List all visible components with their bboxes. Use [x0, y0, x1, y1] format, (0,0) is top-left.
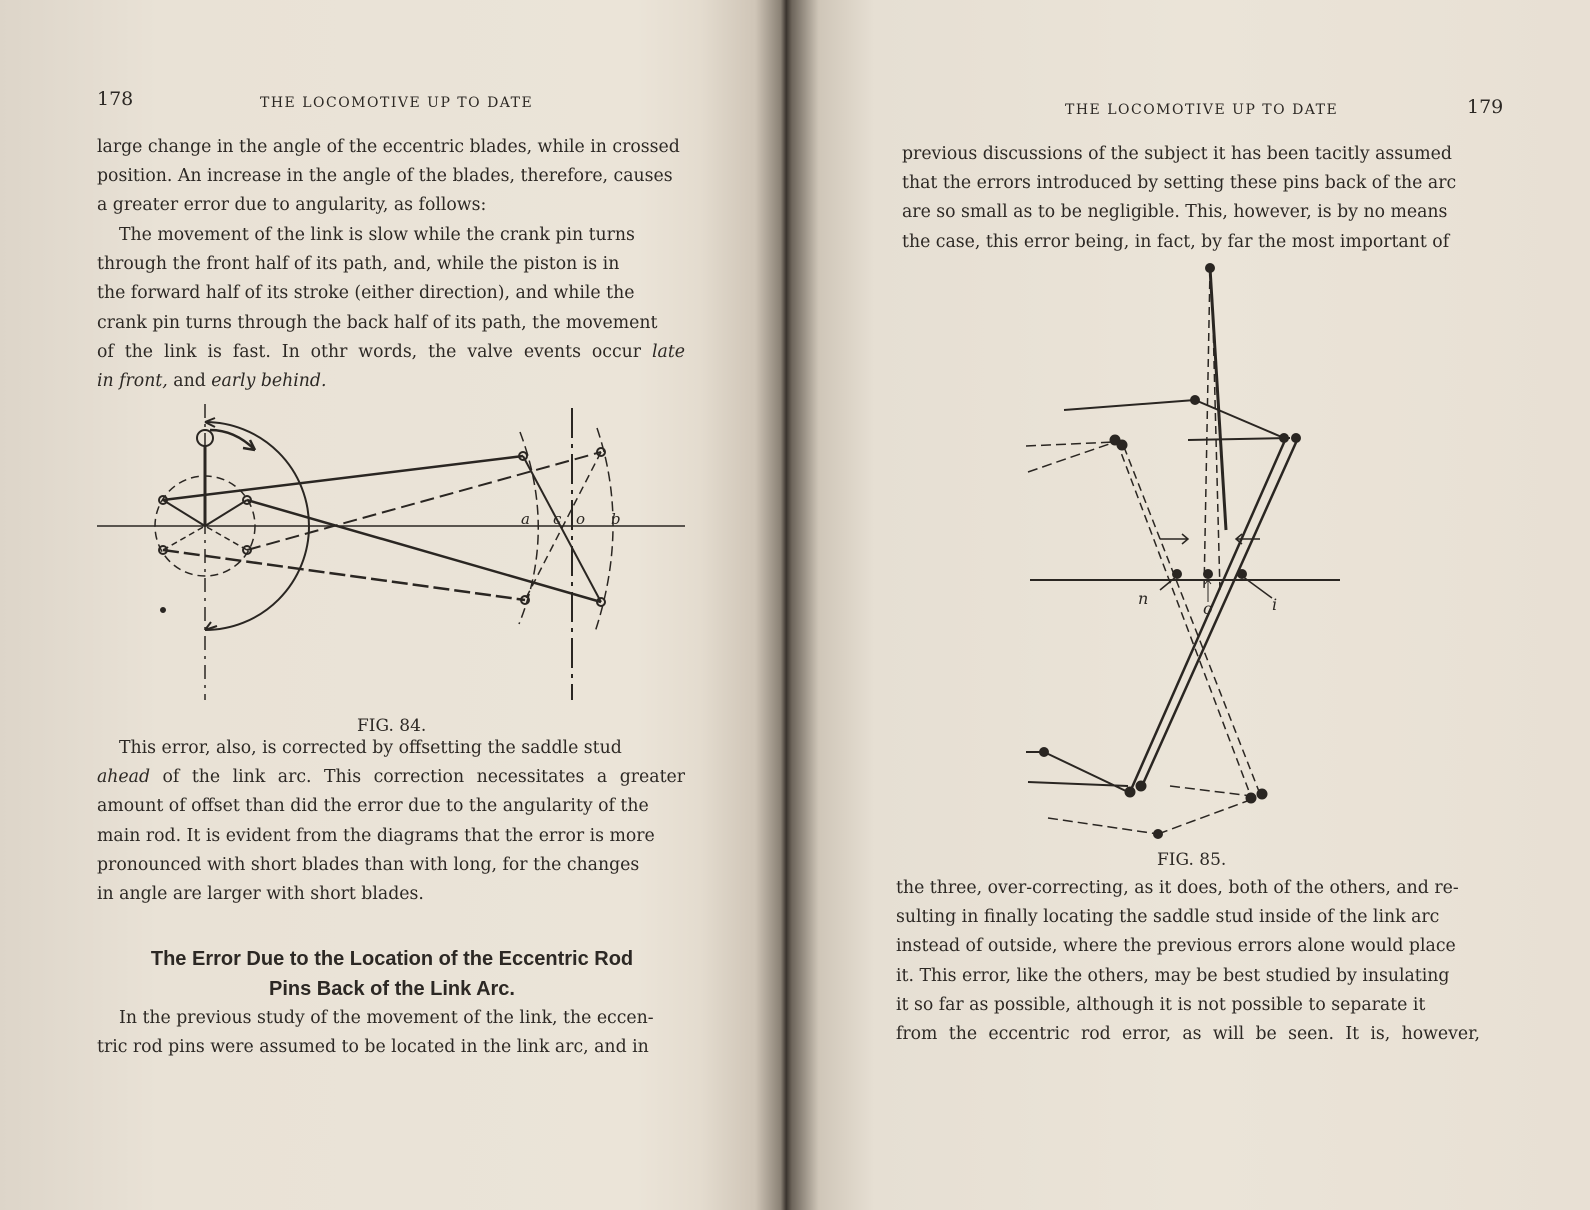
label-i: i [1272, 595, 1278, 614]
joint [1206, 264, 1215, 273]
dashed-link [1117, 442, 1250, 794]
running-head: THE LOCOMOTIVE UP TO DATE [260, 95, 534, 111]
joint [1173, 570, 1182, 579]
rod-line [1188, 438, 1290, 440]
left-page [0, 0, 790, 1210]
label-a: a [521, 510, 530, 528]
dot [161, 608, 166, 613]
dashed-rod [1170, 786, 1252, 796]
label-n: n [1138, 589, 1149, 608]
joint [1238, 570, 1247, 579]
paragraph: The movement of the link is slow while the crank pin turns through the front half of its path, and, while the piston is in the forward half of its stroke (either direction), and while the crank pin turns through the back half of its path, the movement of the link is fast. In othr words, the valve events occur late in front, and early behind. [97, 225, 685, 392]
rotation-arrow [210, 430, 255, 450]
label-c: c [553, 510, 562, 528]
page-number: 178 [97, 88, 134, 110]
rod-line [1195, 400, 1284, 438]
arrow-icon [1236, 534, 1260, 544]
paragraph: This error, also, is corrected by offsetting the saddle stud ahead of the link arc. This correction necessitates a greater amount of offset than did the error due to the angularity of the main rod. It is evident from the diagrams that the error is more pronounced with short blades than with long, for the changes in angle are larger with short blades. [97, 738, 685, 905]
rod-line [1064, 400, 1195, 410]
paragraph: large change in the angle of the eccentric blades, while in crossed position. An increase in the angle of the blades, therefore, causes a greater error due to angularity, as follows: [97, 137, 680, 216]
figure-caption: FIG. 84. [357, 716, 427, 736]
section-heading: The Error Due to the Location of the Eccentric Rod Pins Back of the Link Arc. [150, 948, 634, 1000]
joint [1136, 781, 1146, 791]
joint [1204, 570, 1213, 579]
right-page [795, 0, 1590, 1210]
running-head: THE LOCOMOTIVE UP TO DATE [1065, 102, 1339, 118]
label-b: b [611, 510, 621, 528]
paragraph: the three, over-correcting, as it does, both of the others, and re- sulting in finally locating the saddle stud inside of the link arc instead of outside, where the previous errors alone would place it. This error, like the others, may be best studied by insulating it so far as possible, although it is not possible to separate it from the eccentric rod error, as will be seen. It is, however, [896, 878, 1480, 1045]
figure-85 [1020, 262, 1360, 852]
label-o: o [1203, 599, 1213, 618]
dashed-rod [1048, 818, 1158, 834]
dashed-rod [1026, 442, 1115, 446]
label-o: o [576, 510, 586, 528]
page-number: 179 [1467, 96, 1504, 118]
joint [1257, 789, 1267, 799]
paragraph: In the previous study of the movement of the link, the eccen- tric rod pins were assumed to be located in the link arc, and in [97, 1008, 654, 1058]
joint [1125, 787, 1135, 797]
dashed-rod [1158, 800, 1250, 834]
dashed-rod [1028, 442, 1115, 472]
figure-caption: FIG. 85. [1157, 850, 1227, 870]
vertical-rod [1210, 268, 1226, 530]
joint [1154, 830, 1163, 839]
eccentric-arm [163, 500, 205, 526]
joint [1040, 748, 1049, 757]
vertical-rod [1204, 268, 1210, 592]
eccentric-arm [205, 526, 247, 550]
joint [1191, 396, 1200, 405]
arrow-icon [1160, 534, 1188, 544]
dashed-link [1124, 447, 1260, 794]
eccentric-arm [205, 500, 247, 526]
paragraph: previous discussions of the subject it has been tacitly assumed that the errors introduced by setting these pins back of the arc are so small as to be negligible. This, however, is by no means the case, this error being, in fact, by far the most important of [902, 144, 1457, 252]
figure-84 [95, 400, 695, 720]
eccentric-arm [163, 526, 205, 550]
